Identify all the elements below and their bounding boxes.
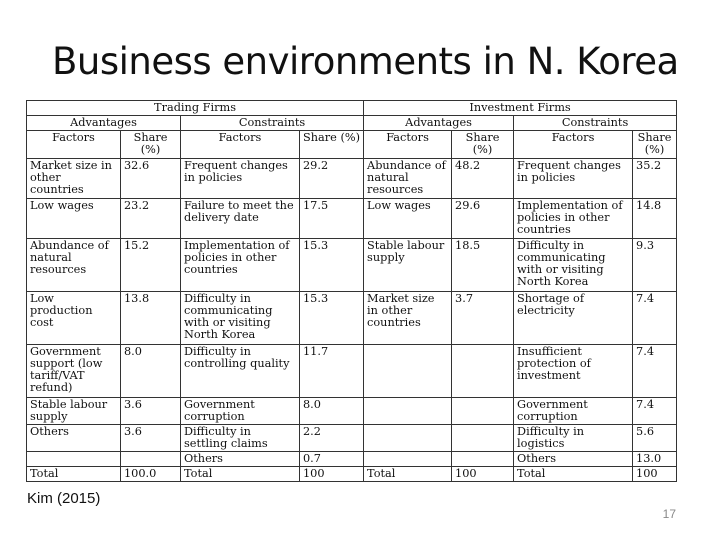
table-cell: 100 [300,467,364,482]
table-cell: 48.2 [452,159,514,199]
table-cell: Others [181,452,300,467]
table-container [26,100,672,480]
table-cell: 7.4 [633,292,677,345]
table-cell: 13.8 [121,292,181,345]
table-cell: 14.8 [633,199,677,239]
table-cell: 8.0 [121,345,181,398]
table-row [27,398,677,425]
table-row [27,199,677,239]
table-subgroup-header-row [27,116,677,131]
table-column-header-row [27,131,677,159]
table-cell: Failure to meet the delivery date [181,199,300,239]
table-cell: Implementation of policies in other countries [514,199,633,239]
table-cell: Difficulty in controlling quality [181,345,300,398]
table-cell: 3.7 [452,292,514,345]
group-header-investment-firms: Investment Firms [364,101,677,116]
table-cell [364,398,452,425]
table-cell: 7.4 [633,398,677,425]
table-cell: 18.5 [452,239,514,292]
table-row [27,159,677,199]
column-header-factors: Factors [514,131,633,159]
table-cell [121,452,181,467]
table-cell: 100 [452,467,514,482]
page-number: 17 [662,507,676,521]
table-cell: 2.2 [300,425,364,452]
table-row [27,239,677,292]
column-header-factors: Factors [181,131,300,159]
table-cell [364,425,452,452]
table-cell: Difficulty in communicating with or visiting North Korea [181,292,300,345]
table-cell: 15.3 [300,239,364,292]
table-cell: 32.6 [121,159,181,199]
column-header-factors: Factors [364,131,452,159]
table-cell: 0.7 [300,452,364,467]
table-cell [452,452,514,467]
table-cell: 15.3 [300,292,364,345]
table-row [27,425,677,452]
table-cell [452,345,514,398]
table-cell: 13.0 [633,452,677,467]
table-row [27,345,677,398]
column-header-share: Share (%) [452,131,514,159]
table-cell: 15.2 [121,239,181,292]
table-cell: Implementation of policies in other countries [181,239,300,292]
table-cell: Market size in other countries [364,292,452,345]
table-cell: 17.5 [300,199,364,239]
table-cell: Insufficient protection of investment [514,345,633,398]
table-cell [452,398,514,425]
column-header-share: Share (%) [121,131,181,159]
table-row [27,452,677,467]
table-cell: Others [27,425,121,452]
table-group-header-row [27,101,677,116]
table-cell: Others [514,452,633,467]
column-header-share: Share (%) [633,131,677,159]
table-cell: 29.2 [300,159,364,199]
table-cell: Difficulty in communicating with or visiting North Korea [514,239,633,292]
table-cell: Low wages [364,199,452,239]
subgroup-header-trading-constraints: Constraints [181,116,364,131]
subgroup-header-investment-constraints: Constraints [514,116,677,131]
table-cell: Total [514,467,633,482]
group-header-trading-firms: Trading Firms [27,101,364,116]
table-total-row [27,467,677,482]
table-cell: Low wages [27,199,121,239]
column-header-share: Share (%) [300,131,364,159]
business-environment-table [26,100,677,482]
table-cell: Abundance of natural resources [364,159,452,199]
table-cell: 23.2 [121,199,181,239]
table-cell: Market size in other countries [27,159,121,199]
table-cell: 7.4 [633,345,677,398]
table-cell: Difficulty in settling claims [181,425,300,452]
table-cell: 8.0 [300,398,364,425]
table-cell: Low production cost [27,292,121,345]
table-cell: 35.2 [633,159,677,199]
subgroup-header-trading-advantages: Advantages [27,116,181,131]
table-cell: 3.6 [121,398,181,425]
table-cell: Government support (low tariff/VAT refund) [27,345,121,398]
column-header-factors: Factors [27,131,121,159]
table-cell: Total [364,467,452,482]
table-cell: 9.3 [633,239,677,292]
table-cell [27,452,121,467]
table-cell: Stable labour supply [27,398,121,425]
table-row [27,292,677,345]
table-cell: Frequent changes in policies [514,159,633,199]
table-cell: 100.0 [121,467,181,482]
table-cell: Frequent changes in policies [181,159,300,199]
table-cell: Government corruption [514,398,633,425]
table-cell: Total [27,467,121,482]
table-cell: 11.7 [300,345,364,398]
table-cell [364,452,452,467]
subgroup-header-investment-advantages: Advantages [364,116,514,131]
table-cell: Government corruption [181,398,300,425]
table-cell: Abundance of natural resources [27,239,121,292]
table-cell [452,425,514,452]
table-cell: Difficulty in logistics [514,425,633,452]
table-cell: 29.6 [452,199,514,239]
table-cell: Shortage of electricity [514,292,633,345]
table-cell: 3.6 [121,425,181,452]
table-cell: Stable labour supply [364,239,452,292]
table-cell: Total [181,467,300,482]
table-cell [364,345,452,398]
table-cell: 100 [633,467,677,482]
citation: Kim (2015) [27,490,101,507]
slide-title: Business environments in N. Korea [52,40,679,83]
table-cell: 5.6 [633,425,677,452]
